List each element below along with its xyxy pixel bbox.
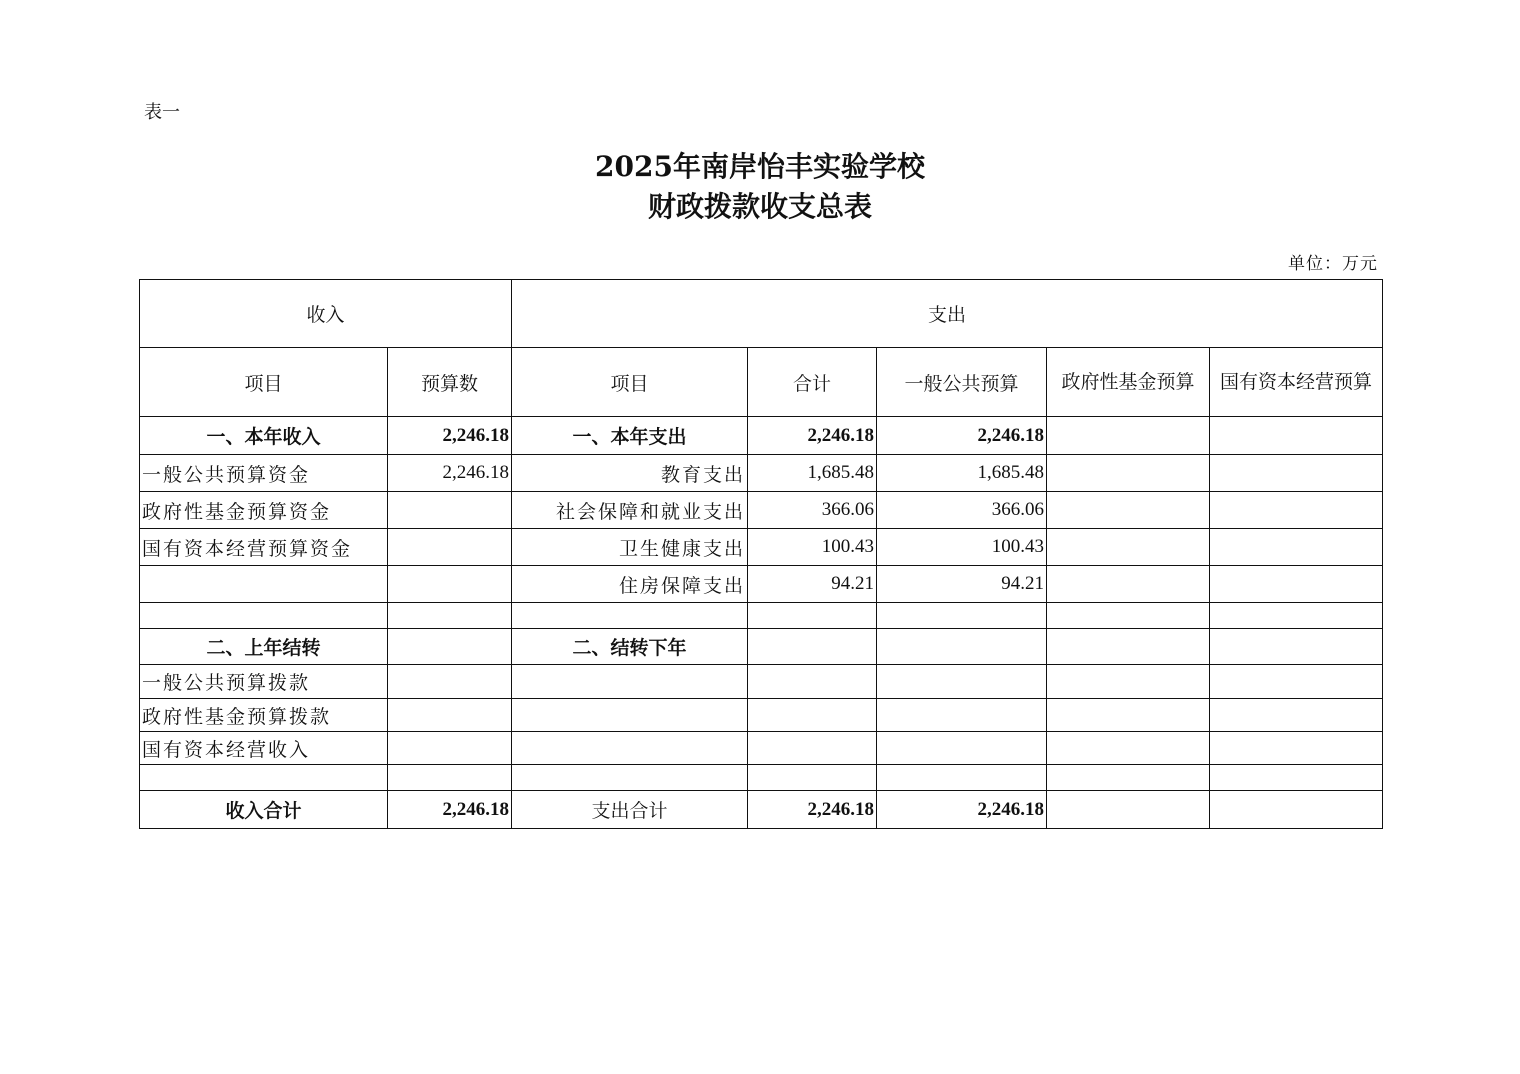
expense-item-cell: 一、本年支出 bbox=[512, 417, 748, 455]
income-amount-cell: 2,246.18 bbox=[388, 455, 512, 492]
total-cell: 366.06 bbox=[748, 492, 877, 529]
total-cell bbox=[748, 629, 877, 665]
page-title-line2: 财政拨款收支总表 bbox=[647, 190, 872, 223]
income-amount-cell bbox=[388, 492, 512, 529]
general-cell: 94.21 bbox=[877, 566, 1047, 603]
income-amount-cell bbox=[388, 732, 512, 765]
unit-label: 单位：万元 bbox=[1288, 254, 1378, 274]
income-budget-header: 预算数 bbox=[388, 348, 512, 417]
general-cell: 1,685.48 bbox=[877, 455, 1047, 492]
income-section-header: 收入 bbox=[140, 280, 512, 348]
total-cell bbox=[748, 732, 877, 765]
income-item-cell: 二、上年结转 bbox=[140, 629, 388, 665]
capital-cell bbox=[1210, 603, 1383, 629]
expense-total-label: 支出合计 bbox=[512, 791, 748, 829]
general-public-budget-header: 一般公共预算 bbox=[877, 348, 1047, 417]
capital-cell bbox=[1210, 732, 1383, 765]
income-item-cell bbox=[140, 603, 388, 629]
income-item-cell bbox=[140, 566, 388, 603]
table-number-label: 表一 bbox=[144, 102, 180, 123]
fund-cell bbox=[1047, 455, 1210, 492]
gov-fund-budget-header: 政府性基金预算 bbox=[1047, 348, 1210, 417]
fund-cell bbox=[1047, 417, 1210, 455]
general-cell bbox=[877, 603, 1047, 629]
general-cell bbox=[877, 732, 1047, 765]
income-item-cell: 一般公共预算拨款 bbox=[140, 665, 388, 699]
capital-cell bbox=[1210, 529, 1383, 566]
total-cell bbox=[748, 603, 877, 629]
capital-cell bbox=[1210, 566, 1383, 603]
fund-cell bbox=[1047, 629, 1210, 665]
table-row bbox=[140, 665, 1383, 699]
fund-cell bbox=[1047, 529, 1210, 566]
table-row bbox=[140, 699, 1383, 732]
table-row bbox=[140, 732, 1383, 765]
table-row bbox=[140, 417, 1383, 455]
total-cell: 100.43 bbox=[748, 529, 877, 566]
income-amount-cell bbox=[388, 765, 512, 791]
total-header: 合计 bbox=[748, 348, 877, 417]
income-item-cell: 政府性基金预算拨款 bbox=[140, 699, 388, 732]
expense-item-cell bbox=[512, 665, 748, 699]
total-cell: 1,685.48 bbox=[748, 455, 877, 492]
expense-item-cell: 住房保障支出 bbox=[512, 566, 748, 603]
general-cell bbox=[877, 765, 1047, 791]
fund-cell bbox=[1047, 732, 1210, 765]
general-cell bbox=[877, 629, 1047, 665]
expense-item-cell: 卫生健康支出 bbox=[512, 529, 748, 566]
fund-cell bbox=[1047, 492, 1210, 529]
table-row bbox=[140, 629, 1383, 665]
income-amount-cell bbox=[388, 699, 512, 732]
table-row bbox=[140, 765, 1383, 791]
expense-item-header: 项目 bbox=[512, 348, 748, 417]
general-cell: 366.06 bbox=[877, 492, 1047, 529]
expense-item-cell: 教育支出 bbox=[512, 455, 748, 492]
total-cell bbox=[748, 765, 877, 791]
fund-cell bbox=[1047, 603, 1210, 629]
income-amount-cell bbox=[388, 603, 512, 629]
capital-total-amount bbox=[1210, 791, 1383, 829]
header-row-columns bbox=[140, 348, 1383, 417]
table-row bbox=[140, 603, 1383, 629]
expense-item-cell bbox=[512, 699, 748, 732]
income-amount-cell bbox=[388, 566, 512, 603]
expense-item-cell bbox=[512, 765, 748, 791]
income-amount-cell: 2,246.18 bbox=[388, 417, 512, 455]
income-item-cell: 政府性基金预算资金 bbox=[140, 492, 388, 529]
general-cell: 100.43 bbox=[877, 529, 1047, 566]
income-item-header: 项目 bbox=[140, 348, 388, 417]
income-amount-cell bbox=[388, 665, 512, 699]
expense-total-amount: 2,246.18 bbox=[748, 791, 877, 829]
expense-section-header: 支出 bbox=[512, 280, 1383, 348]
fund-cell bbox=[1047, 665, 1210, 699]
budget-summary-table bbox=[139, 279, 1383, 829]
capital-cell bbox=[1210, 417, 1383, 455]
table-row bbox=[140, 566, 1383, 603]
general-total-amount: 2,246.18 bbox=[877, 791, 1047, 829]
general-cell: 2,246.18 bbox=[877, 417, 1047, 455]
fund-total-amount bbox=[1047, 791, 1210, 829]
table-row bbox=[140, 492, 1383, 529]
header-row-sections bbox=[140, 280, 1383, 348]
income-item-cell bbox=[140, 765, 388, 791]
capital-cell bbox=[1210, 629, 1383, 665]
total-cell bbox=[748, 699, 877, 732]
income-item-cell: 一般公共预算资金 bbox=[140, 455, 388, 492]
income-item-cell: 国有资本经营预算资金 bbox=[140, 529, 388, 566]
expense-item-cell: 二、结转下年 bbox=[512, 629, 748, 665]
table-row bbox=[140, 529, 1383, 566]
total-cell: 94.21 bbox=[748, 566, 877, 603]
income-total-label: 收入合计 bbox=[140, 791, 388, 829]
general-cell bbox=[877, 699, 1047, 732]
expense-item-cell bbox=[512, 603, 748, 629]
income-item-cell: 一、本年收入 bbox=[140, 417, 388, 455]
total-cell bbox=[748, 665, 877, 699]
totals-row bbox=[140, 791, 1383, 829]
expense-item-cell bbox=[512, 732, 748, 765]
fund-cell bbox=[1047, 765, 1210, 791]
table-row bbox=[140, 455, 1383, 492]
income-amount-cell bbox=[388, 529, 512, 566]
fund-cell bbox=[1047, 566, 1210, 603]
capital-cell bbox=[1210, 665, 1383, 699]
fund-cell bbox=[1047, 699, 1210, 732]
income-amount-cell bbox=[388, 629, 512, 665]
capital-cell bbox=[1210, 455, 1383, 492]
capital-cell bbox=[1210, 765, 1383, 791]
capital-cell bbox=[1210, 699, 1383, 732]
expense-item-cell: 社会保障和就业支出 bbox=[512, 492, 748, 529]
state-capital-budget-header: 国有资本经营预算 bbox=[1210, 348, 1383, 417]
general-cell bbox=[877, 665, 1047, 699]
income-total-amount: 2,246.18 bbox=[388, 791, 512, 829]
page-title-line1: 2025年南岸怡丰实验学校 bbox=[595, 150, 925, 183]
total-cell: 2,246.18 bbox=[748, 417, 877, 455]
income-item-cell: 国有资本经营收入 bbox=[140, 732, 388, 765]
capital-cell bbox=[1210, 492, 1383, 529]
